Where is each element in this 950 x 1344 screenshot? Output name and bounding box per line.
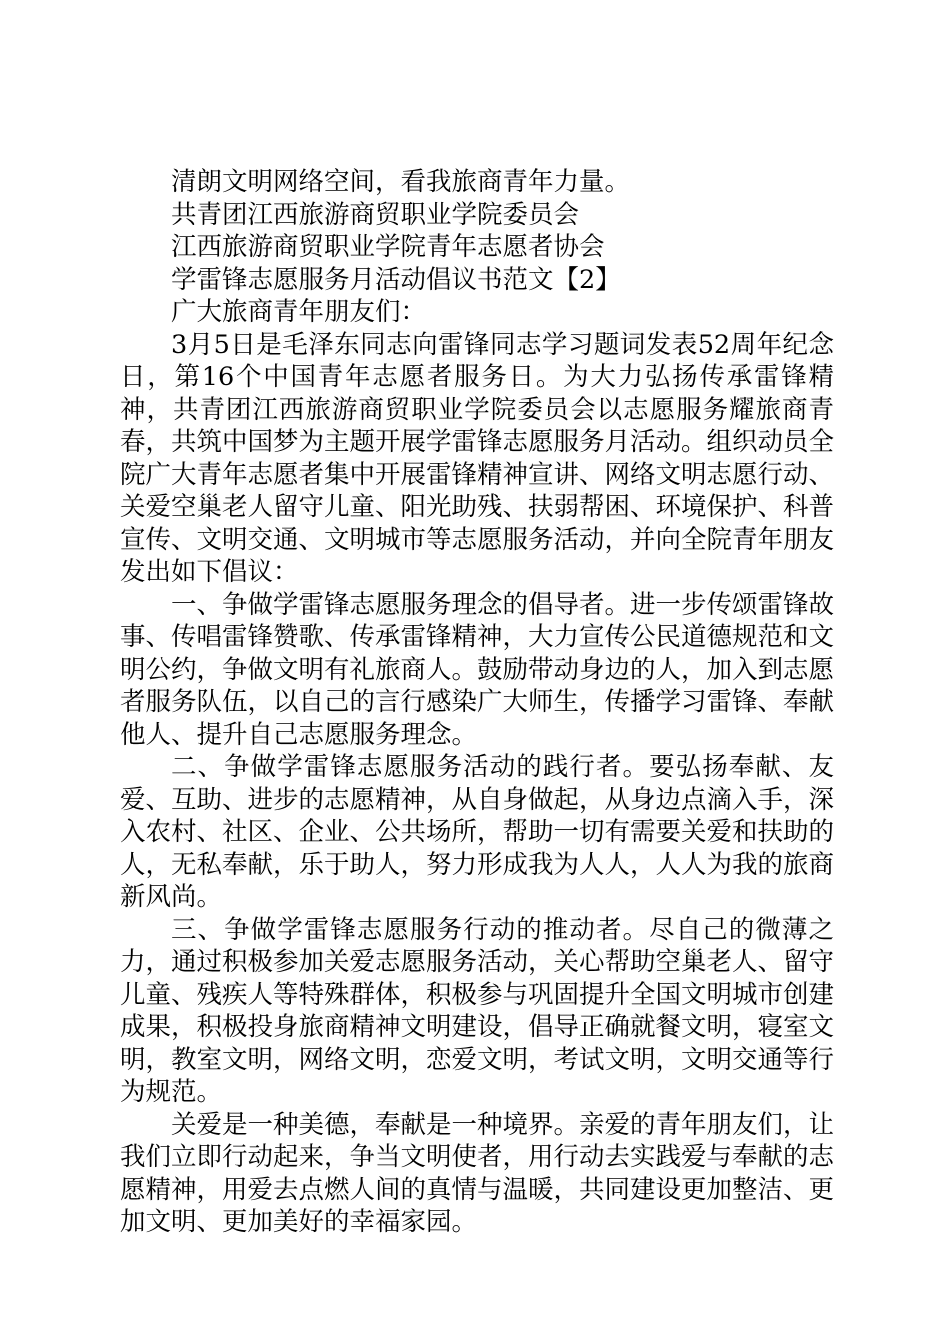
paragraph-proposal-3: 三、争做学雷锋志愿服务行动的推动者。尽自己的微薄之力，通过积极参加关爱志愿服务活动，关心帮助空巢老人、留守儿童、残疾人等特殊群体，积极参与巩固提升全国文明城市创建成果，积极投身旅商精神文明建设，倡导正确就餐文明，寝室文明，教室文明，网络文明，恋爱文明，考试文明，文明交通等行为规范。 bbox=[120, 914, 835, 1107]
document-page bbox=[120, 166, 834, 1239]
closing-line: 清朗文明网络空间，看我旅商青年力量。 bbox=[171, 167, 631, 197]
paragraph-conclusion: 关爱是一种美德，奉献是一种境界。亲爱的青年朋友们，让我们立即行动起来，争当文明使者，用行动去实践爱与奉献的志愿精神，用爱去点燃人间的真情与温暖，共同建设更加整洁、更加文明、更加美好的幸福家园。 bbox=[120, 1109, 835, 1237]
paragraph-intro: 3月5日是毛泽东同志向雷锋同志学习题词发表52周年纪念日，第16个中国青年志愿者服务日。为大力弘扬传承雷锋精神，共青团江西旅游商贸职业学院委员会以志愿服务耀旅商青春，共筑中国梦为主题开展学雷锋志愿服务月活动。组织动员全院广大青年志愿者集中开展雷锋精神宣讲、网络文明志愿行动、关爱空巢老人留守儿童、阳光助残、扶弱帮困、环境保护、科普宣传、文明交通、文明城市等志愿服务活动，并向全院青年朋友发出如下倡议： bbox=[120, 329, 835, 587]
salutation: 广大旅商青年朋友们： bbox=[171, 297, 427, 327]
paragraph-proposal-2: 二、争做学雷锋志愿服务活动的践行者。要弘扬奉献、友爱、互助、进步的志愿精神，从自身做起，从身边点滴入手，深入农村、社区、企业、公共场所，帮助一切有需要关爱和扶助的人，无私奉献，乐于助人，努力形成我为人人，人人为我的旅商新风尚。 bbox=[120, 752, 835, 912]
organizer-committee: 共青团江西旅游商贸职业学院委员会 bbox=[171, 199, 580, 230]
document-title: 学雷锋志愿服务月活动倡议书范文【2】 bbox=[171, 264, 621, 295]
organizer-association: 江西旅游商贸职业学院青年志愿者协会 bbox=[171, 232, 605, 262]
paragraph-proposal-1: 一、争做学雷锋志愿服务理念的倡导者。进一步传颂雷锋故事、传唱雷锋赞歌、传承雷锋精神，大力宣传公民道德规范和文明公约，争做文明有礼旅商人。鼓励带动身边的人，加入到志愿者服务队伍，以自己的言行感染广大师生，传播学习雷锋、奉献他人、提升自己志愿服务理念。 bbox=[120, 589, 835, 750]
